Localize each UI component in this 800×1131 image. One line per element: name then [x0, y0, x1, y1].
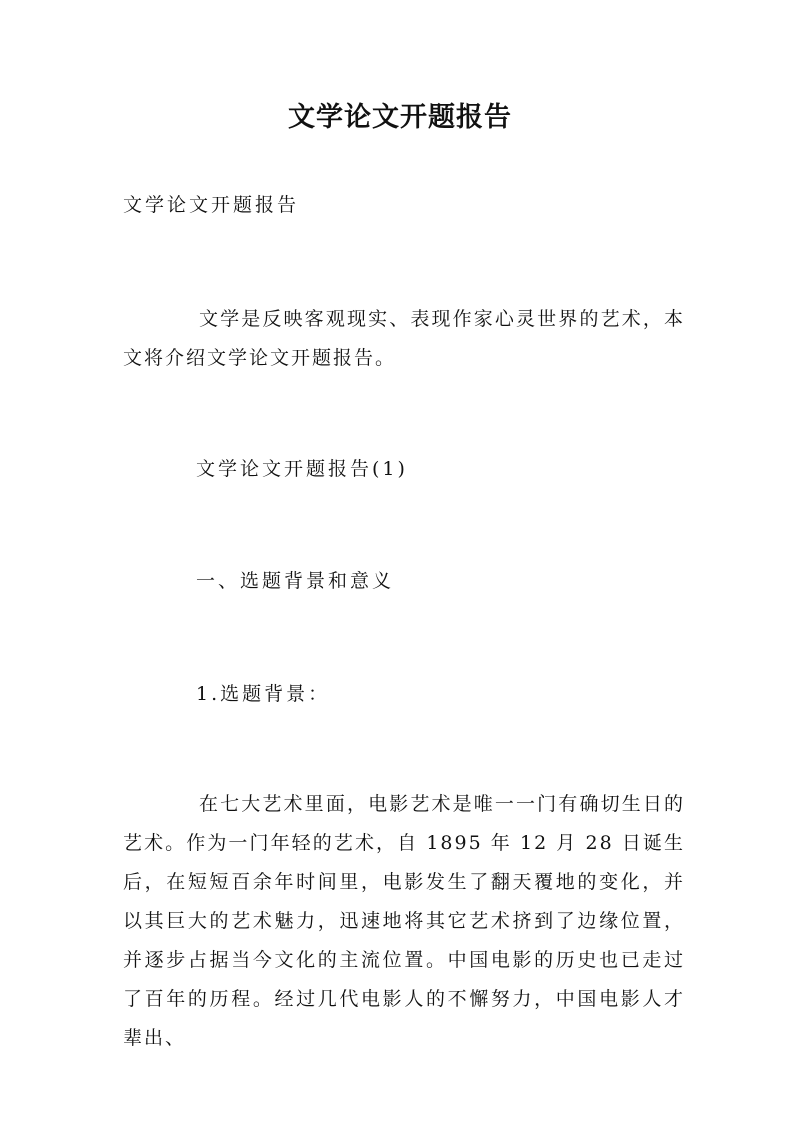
document-subtitle: 文学论文开题报告 — [123, 194, 300, 216]
section-heading: 文学论文开题报告(1) — [196, 458, 408, 480]
subheading-background-significance: 一、选题背景和意义 — [196, 570, 395, 592]
document-title: 文学论文开题报告 — [288, 102, 512, 133]
body-paragraph: 在七大艺术里面，电影艺术是唯一一门有确切生日的艺术。作为一门年轻的艺术，自 1895 年 12 月 28 日诞生后，在短短百余年时间里，电影发生了翻天覆地的变化，并以其巨大的艺术魅力，迅速地将其它艺术挤到了边缘位置，并逐步占据当今文化的主流位置。中国电影的历史也已走过了百年的历程。经过几代电影人的不懈努力，中国电影人才辈出、 — [123, 793, 685, 1049]
intro-paragraph: 文学是反映客观现实、表现作家心灵世界的艺术，本文将介绍文学论文开题报告。 — [123, 308, 685, 369]
subheading-topic-background: 1.选题背景： — [196, 683, 331, 705]
